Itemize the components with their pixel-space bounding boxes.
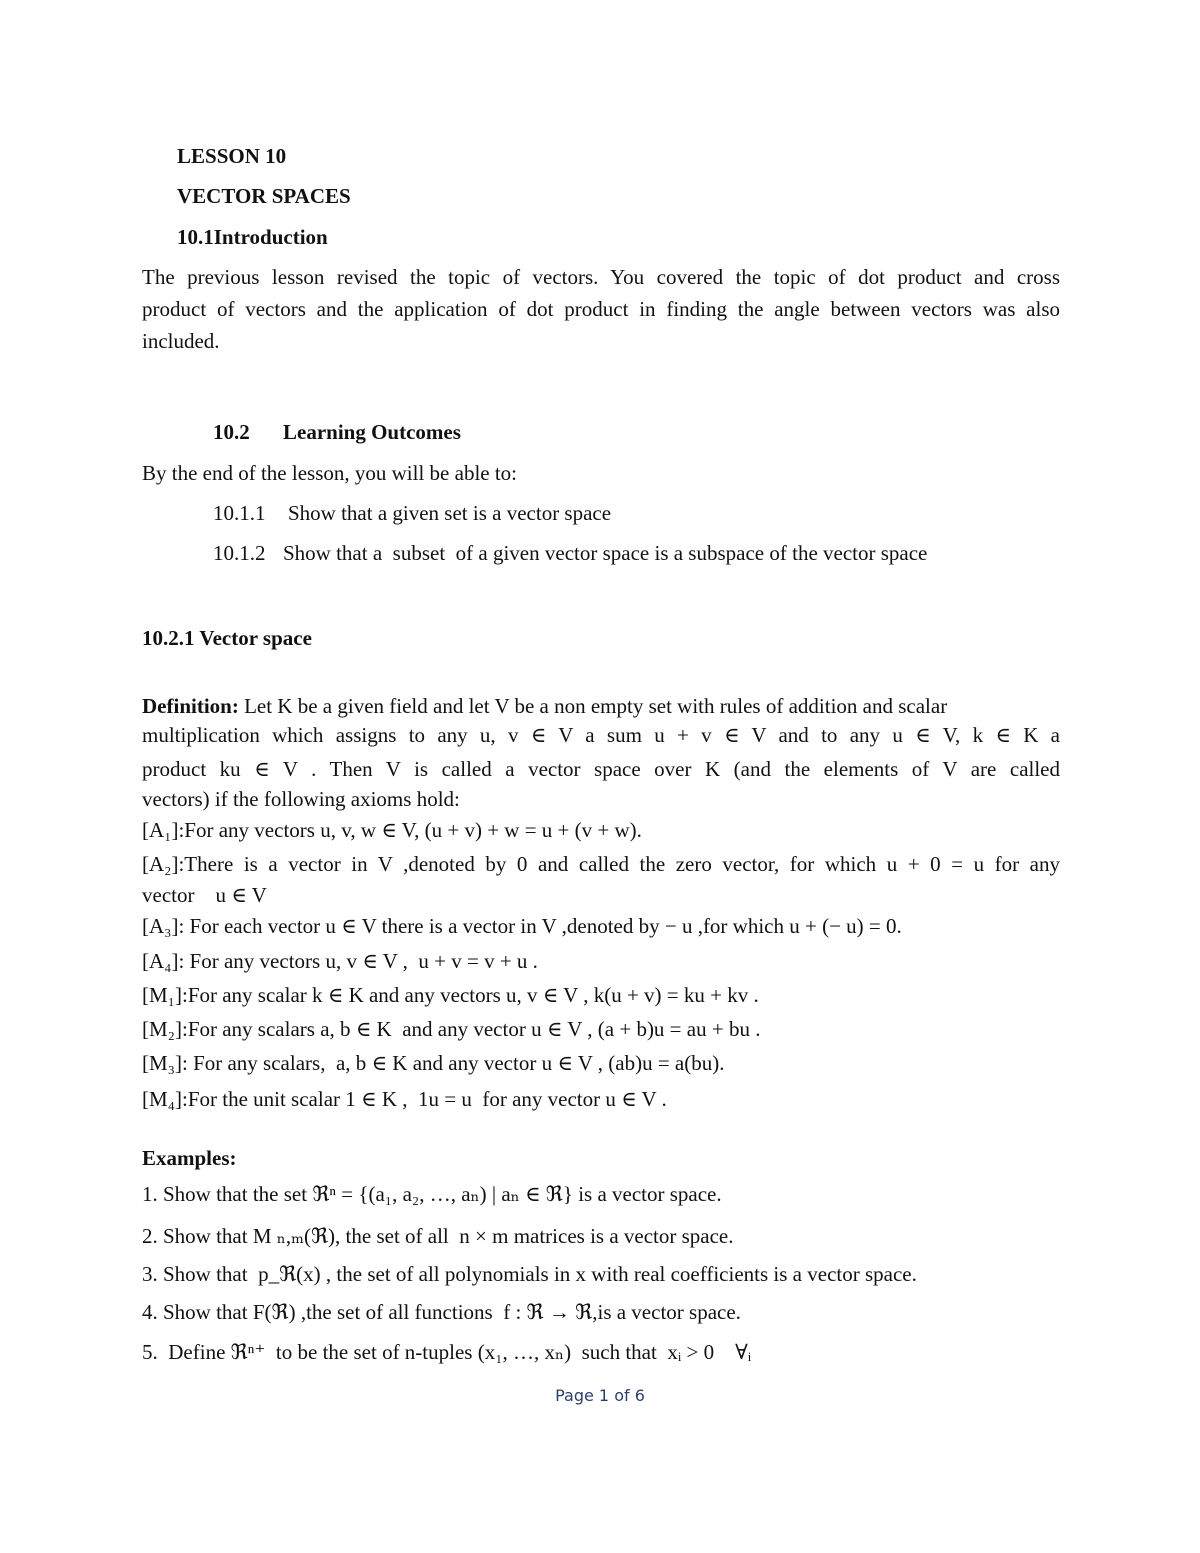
- example-item: 5. Define ℜⁿ⁺ to be the set of n-tuples (x₁, …, xₙ) such that xᵢ > 0 ∀ᵢ: [142, 1340, 752, 1364]
- axiom-a3: [A₃]: For each vector u ∈ V there is a vector in V ,denoted by − u ,for which u + (− u) = 0.: [142, 914, 902, 938]
- axiom-a2-continued: vector u ∈ V: [142, 883, 267, 907]
- example-item: 3. Show that p_ℜ(x) , the set of all polynomials in x with real coefficients is a vector space.: [142, 1262, 917, 1286]
- axiom-a2: [A₂]:There is a vector in V ,denoted by 0 and called the zero vector, for which u + 0 = u for any: [142, 852, 1060, 876]
- axiom-a1: [A₁]:For any vectors u, v, w ∈ V, (u + v) + w = u + (v + w).: [142, 818, 642, 842]
- intro-line-1: The previous lesson revised the topic of vectors. You covered the topic of dot product and cross: [142, 265, 1060, 289]
- outcome-item-number: 10.1.1: [213, 501, 266, 525]
- axiom-a4: [A₄]: For any vectors u, v ∈ V , u + v = v + u .: [142, 949, 538, 973]
- example-item: 2. Show that M ₙ,ₘ(ℜ), the set of all n × m matrices is a vector space.: [142, 1224, 734, 1248]
- axiom-m3: [M₃]: For any scalars, a, b ∈ K and any vector u ∈ V , (ab)u = a(bu).: [142, 1051, 725, 1075]
- axiom-m2: [M₂]:For any scalars a, b ∈ K and any vector u ∈ V , (a + b)u = au + bu .: [142, 1017, 761, 1041]
- example-item: 4. Show that F(ℜ) ,the set of all functions f : ℜ → ℜ,is a vector space.: [142, 1300, 741, 1324]
- section-heading-vector-space: 10.2.1 Vector space: [142, 626, 312, 650]
- axiom-m1: [M₁]:For any scalar k ∈ K and any vectors u, v ∈ V , k(u + v) = ku + kv .: [142, 983, 759, 1007]
- outcomes-lead: By the end of the lesson, you will be able to:: [142, 461, 518, 485]
- examples-heading: Examples:: [142, 1146, 237, 1170]
- outcomes-number: 10.2: [213, 420, 250, 444]
- page-footer: Page 1 of 6: [555, 1386, 645, 1405]
- definition-text: Let K be a given field and let V be a non empty set with rules of addition and scalar: [238, 694, 948, 718]
- intro-heading: 10.1Introduction: [177, 225, 328, 249]
- example-item: 1. Show that the set ℜⁿ = {(a₁, a₂, …, aₙ) | aₙ ∈ ℜ} is a vector space.: [142, 1182, 722, 1206]
- definition-line-4: vectors) if the following axioms hold:: [142, 787, 460, 811]
- lesson-number: LESSON 10: [177, 144, 287, 168]
- axiom-m4: [M₄]:For the unit scalar 1 ∈ K , 1u = u for any vector u ∈ V .: [142, 1087, 667, 1111]
- definition-line-3: product ku ∈ V . Then V is called a vector space over K (and the elements of V are called: [142, 757, 1060, 781]
- outcome-item-number: 10.1.2: [213, 541, 266, 565]
- intro-line-2: product of vectors and the application of dot product in finding the angle between vectors was also: [142, 297, 1060, 321]
- outcomes-title: Learning Outcomes: [283, 420, 461, 444]
- outcome-item-text: Show that a given set is a vector space: [288, 501, 612, 525]
- definition-label: Definition:: [142, 694, 239, 718]
- definition-line-1: [142, 694, 947, 718]
- definition-line-2: multiplication which assigns to any u, v ∈ V a sum u + v ∈ V and to any u ∈ V, k ∈ K a: [142, 723, 1060, 747]
- lesson-title: VECTOR SPACES: [177, 184, 351, 208]
- intro-line-3: included.: [142, 329, 220, 353]
- outcome-item-text: Show that a subset of a given vector space is a subspace of the vector space: [283, 541, 928, 565]
